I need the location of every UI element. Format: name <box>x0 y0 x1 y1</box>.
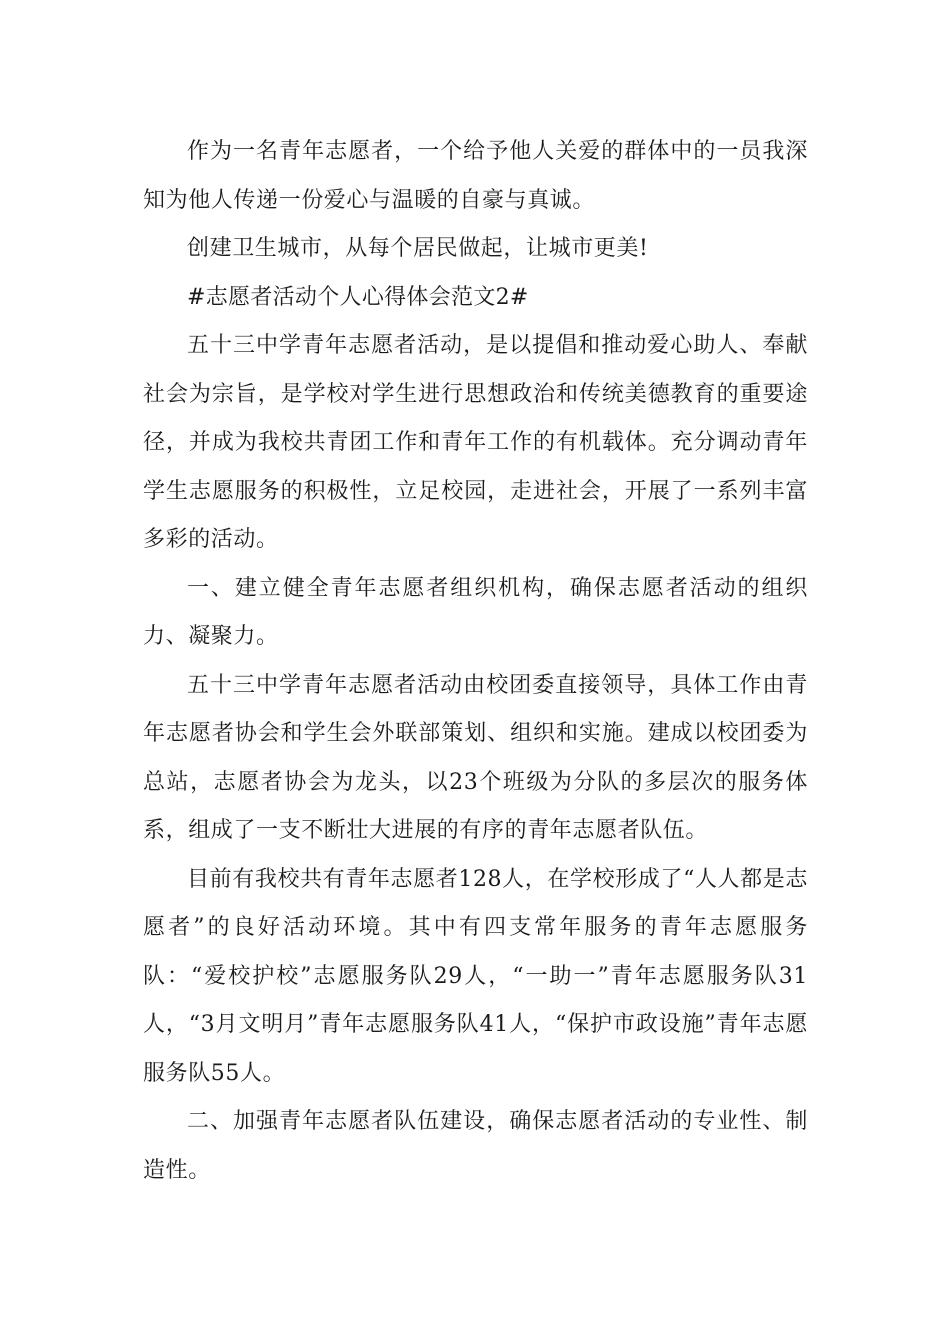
section-heading: #志愿者活动个人心得体会范文2# <box>187 284 529 310</box>
document-body <box>143 128 808 1195</box>
paragraph-intro: 作为一名青年志愿者，一个给予他人关爱的群体中的一员我深知为他人传递一份爱心与温暖的自豪与真诚。 <box>143 139 808 213</box>
paragraph-point-two: 二、加强青年志愿者队伍建设，确保志愿者活动的专业性、制造性。 <box>143 1109 808 1183</box>
paragraph-overview: 五十三中学青年志愿者活动，是以提倡和推动爱心助人、奉献社会为宗旨，是学校对学生进行思想政治和传统美德教育的重要途径，并成为我校共青团工作和青年工作的有机载体。充分调动青年学生志愿服务的积极性，立足校园，走进社会，开展了一系列丰富多彩的活动。 <box>143 333 808 552</box>
paragraph-point-one: 一、建立健全青年志愿者组织机构，确保志愿者活动的组织力、凝聚力。 <box>143 575 808 649</box>
paragraph-slogan: 创建卫生城市，从每个居民做起，让城市更美! <box>187 236 649 261</box>
paragraph-membership: 目前有我校共有青年志愿者128人，在学校形成了“人人都是志愿者”的良好活动环境。其中有四支常年服务的青年志愿服务队：“爱校护校”志愿服务队29人，“一助一”青年志愿服务队31人，“3月文明月”青年志愿服务队41人，“保护市政设施”青年志愿服务队55人。 <box>143 866 808 1086</box>
paragraph-organization: 五十三中学青年志愿者活动由校团委直接领导，具体工作由青年志愿者协会和学生会外联部策划、组织和实施。建成以校团委为总站，志愿者协会为龙头，以23个班级为分队的多层次的服务体系，组成了一支不断壮大进展的有序的青年志愿者队伍。 <box>143 672 808 843</box>
